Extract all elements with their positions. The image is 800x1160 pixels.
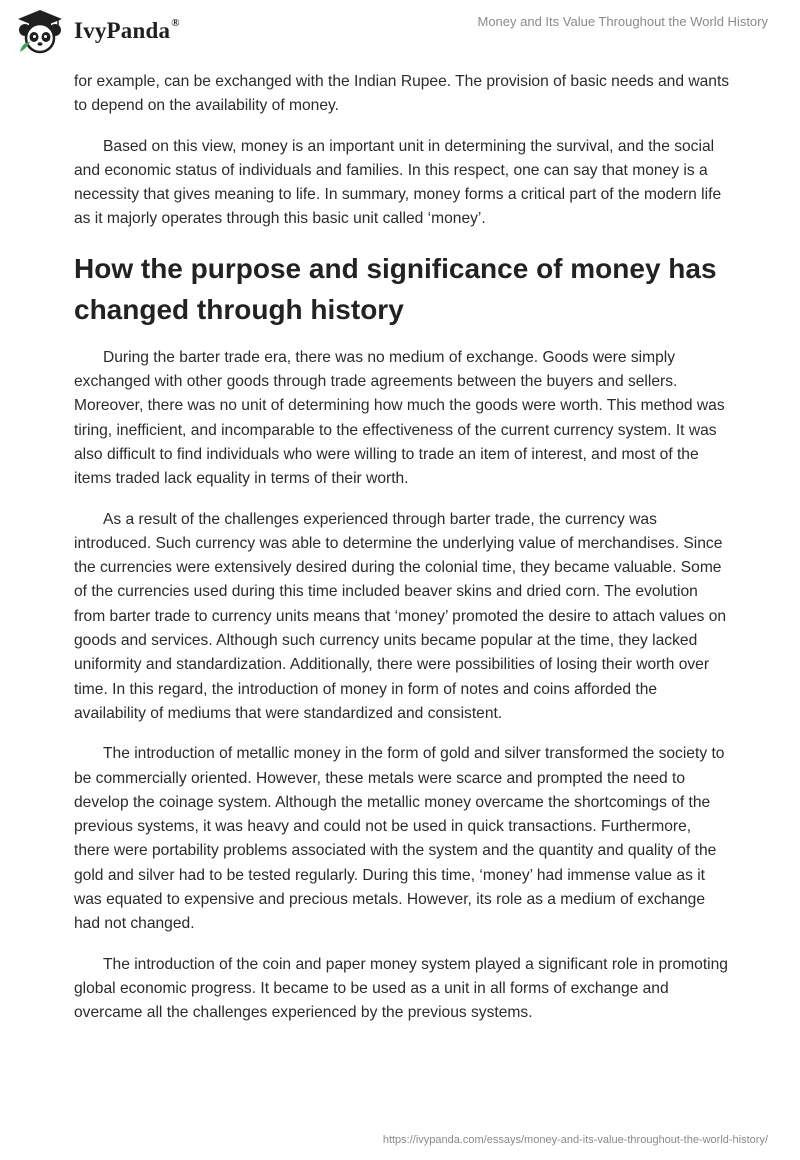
panda-graduate-icon	[12, 8, 68, 54]
paragraph-5: The introduction of the coin and paper money system played a significant role in promoting global economic progress. It became to be used as a unit in all forms of exchange and overcame all the challenges experienced by the previous systems.	[74, 955, 728, 1022]
page-header	[0, 0, 800, 70]
paragraph-3: As a result of the challenges experienced through barter trade, the currency was introduced. Such currency was able to determine the underlying value of merchandises. Since the currencies were extensively desired during the colonial time, they became valuable. Some of the currencies used during this time included beaver skins and dried corn. The evolution from barter trade to currency units means that ‘money’ promoted the desire to attach values on goods and services. Although such currency units became popular at the time, they lacked uniformity and standardization. Additionally, there were possibilities of losing their worth over time. In this regard, the introduction of money in form of notes and coins afforded the availability of mediums that were standardized and consistent.	[74, 510, 727, 722]
paragraph-4: The introduction of metallic money in the form of gold and silver transformed the society to be commercially oriented. However, these metals were scarce and prompted the need to develop the coinage system. Although the metallic money overcame the shortcomings of the previous systems, it was heavy and could not be used in quick transactions. Furthermore, there were portability problems associated with the system and the quantity and quality of the gold and silver had to be tested regularly. During this time, ‘money’ had immense value as it was equated to expensive and precious metals. However, its role as a medium of exchange had not changed.	[74, 745, 725, 933]
paragraph-1: Based on this view, money is an important unit in determining the survival, and the social and economic status of individuals and families. In this respect, one can say that money is a necessity that gives meaning to life. In summary, money forms a critical part of the modern life as it majorly operates through this basic unit called ‘money’.	[74, 137, 722, 228]
paragraph-2: During the barter trade era, there was no medium of exchange. Goods were simply exchanged with other goods through trade agreements between the buyers and sellers. Moreover, there was no unit of determining how much the goods were worth. This method was tiring, inefficient, and incomparable to the effectiveness of the current currency system. It was also difficult to find individuals who were willing to trade an item of interest, and most of the items traded lack equality in terms of their worth.	[74, 348, 725, 488]
section-heading: How the purpose and significance of money has changed through history	[74, 252, 717, 325]
document-title: Money and Its Value Throughout the World History	[477, 14, 768, 29]
registered-mark: ®	[171, 17, 180, 30]
essay-body	[74, 70, 730, 1042]
continuation-paragraph: for example, can be exchanged with the Indian Rupee. The provision of basic needs and wants to depend on the availability of money.	[74, 73, 730, 115]
source-url[interactable]: https://ivypanda.com/essays/money-and-its-value-throughout-the-world-history/	[382, 1134, 768, 1146]
brand-name: IvyPanda®	[74, 17, 180, 43]
ivypanda-logo[interactable]	[12, 8, 180, 54]
